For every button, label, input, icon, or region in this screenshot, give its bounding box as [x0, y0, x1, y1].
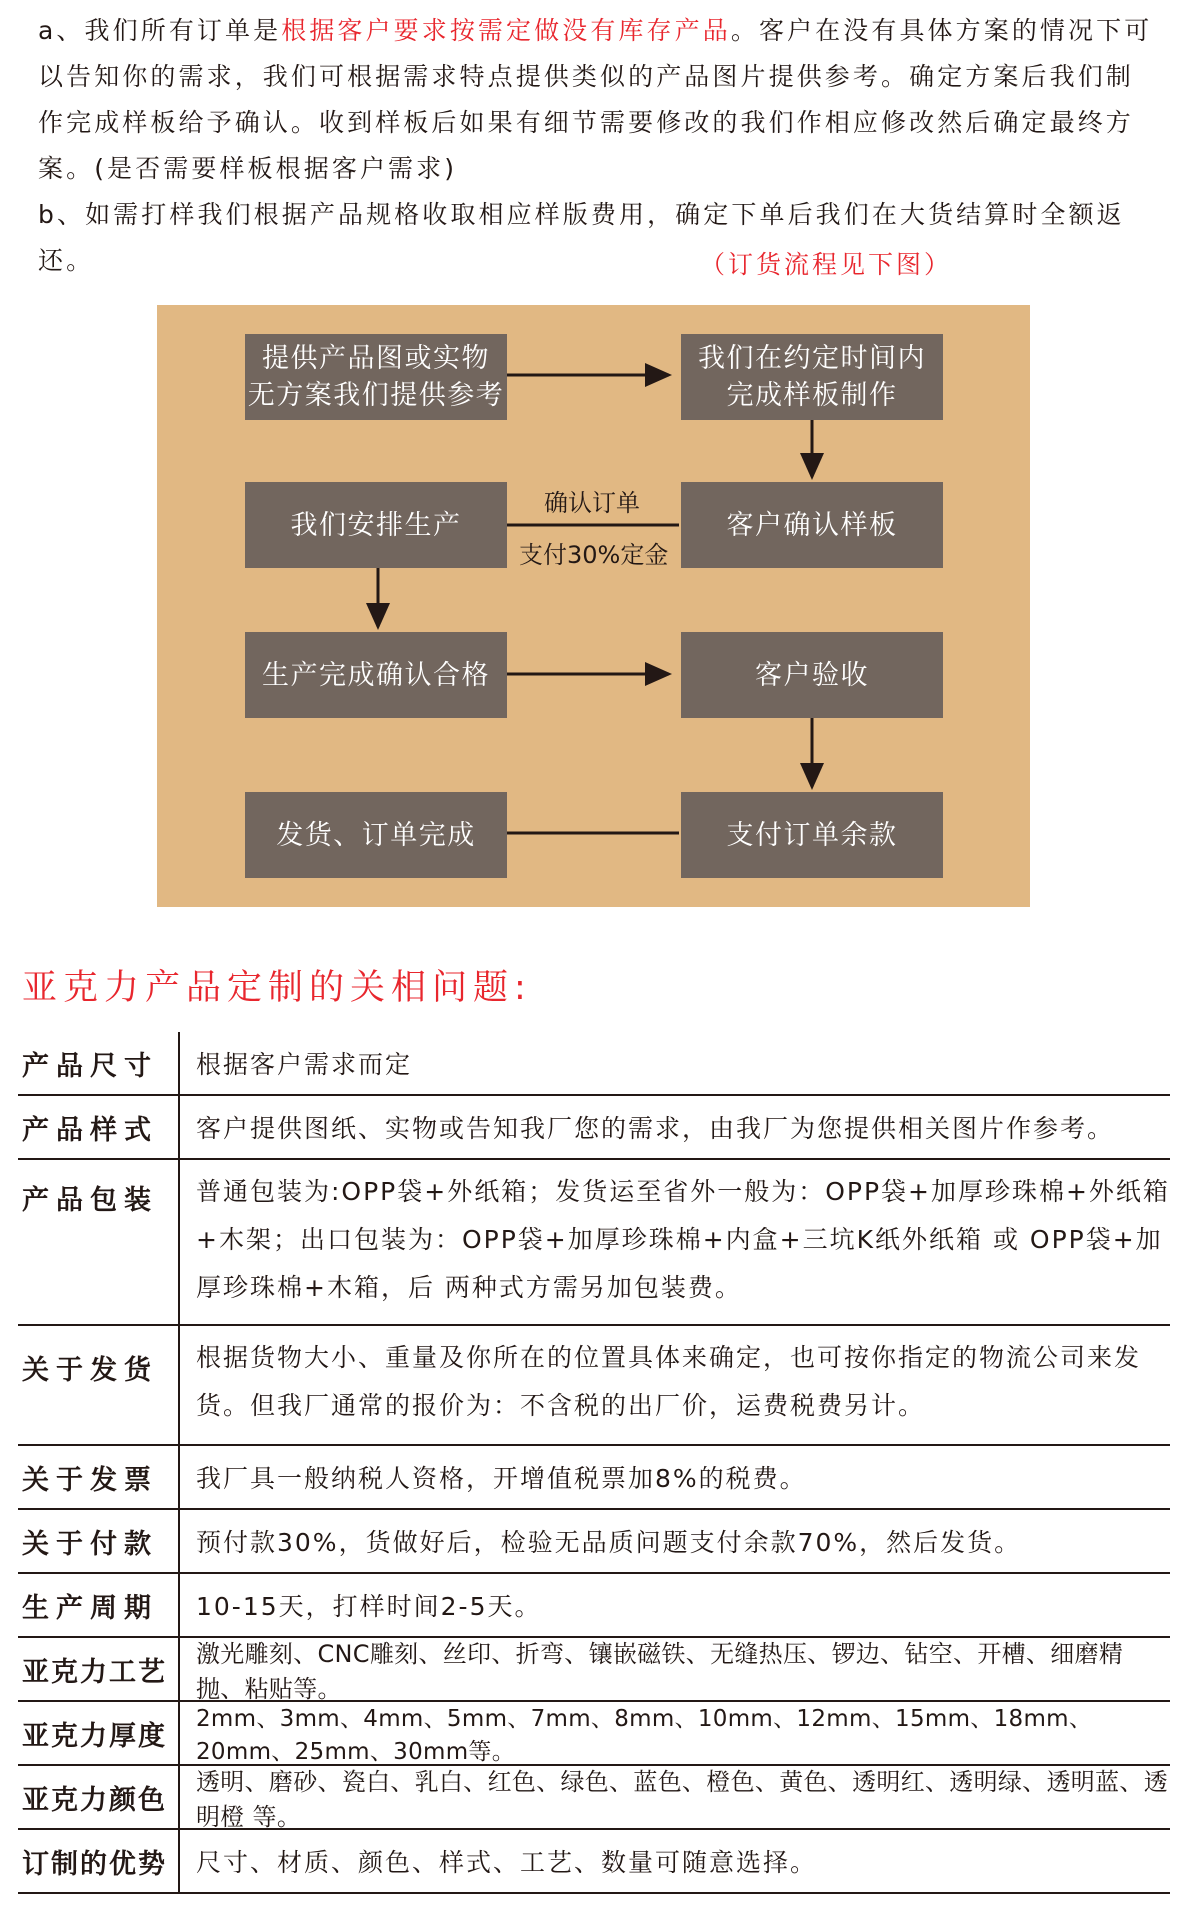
row-label: 产品尺寸: [18, 1032, 178, 1094]
intro-a-highlight: 根据客户要求按需定做没有库存产品: [281, 16, 731, 45]
table-row: [20, 1510, 1170, 1574]
row-value: 激光雕刻、CNC雕刻、丝印、折弯、镶嵌磁铁、无缝热压、锣边、钻空、开槽、细磨精抛、粘贴等。: [178, 1638, 1170, 1700]
row-value: 根据货物大小、重量及你所在的位置具体来确定，也可按你指定的物流公司来发货。但我厂通常的报价为：不含税的出厂价，运费税费另计。: [178, 1326, 1170, 1444]
flow-step-final-payment: 支付订单余款: [681, 792, 943, 878]
flow-step-2-line2: 完成样板制作: [726, 380, 898, 411]
row-value: 预付款30%，货做好后，检验无品质问题支付余款70%，然后发货。: [178, 1510, 1170, 1572]
row-label: 产品包装: [18, 1160, 178, 1324]
flow-step-2-line1: 我们在约定时间内: [698, 343, 926, 374]
row-label: 亚克力厚度: [18, 1702, 178, 1764]
intro-text: [38, 8, 1158, 284]
row-label: 亚克力颜色: [18, 1766, 178, 1828]
flow-label-confirm-order: 确认订单: [544, 489, 640, 517]
flow-note: （订货流程见下图）: [700, 250, 953, 279]
flow-step-acceptance: 客户验收: [681, 632, 943, 718]
flow-step-confirm-sample: 客户确认样板: [681, 482, 943, 568]
row-value: 我厂具一般纳税人资格，开增值税票加8%的税费。: [178, 1446, 1170, 1508]
intro-paragraph-a: [38, 8, 1158, 192]
table-row: [20, 1638, 1170, 1702]
flow-label-deposit: 支付30%定金: [519, 541, 669, 569]
row-label: 关于发票: [18, 1446, 178, 1508]
row-value: 透明、磨砂、瓷白、乳白、红色、绿色、蓝色、橙色、黄色、透明红、透明绿、透明蓝、透明橙 等。: [178, 1766, 1170, 1828]
row-value: 10-15天，打样时间2-5天。: [178, 1574, 1170, 1636]
intro-a-prefix: a、我们所有订单是: [38, 16, 282, 45]
row-label: 亚克力工艺: [18, 1638, 178, 1700]
flow-step-1-line1: 提供产品图或实物: [262, 343, 490, 374]
row-value: 2mm、3mm、4mm、5mm、7mm、8mm、10mm、12mm、15mm、18mm、20mm、25mm、30mm等。: [178, 1702, 1170, 1764]
intro-a-suffix: 。客户在没有具体方案的情况下可以告知你的需求，我们可根据需求特点提供类似的产品图片提供参考。确定方案后我们制作完成样板给予确认。收到样板后如果有细节需要修改的我们作相应修改然后确定最终方案。(是否需要样板根据客户需求): [38, 16, 1153, 183]
row-label: 关于付款: [18, 1510, 178, 1572]
flow-step-1-line2: 无方案我们提供参考: [247, 380, 505, 411]
row-label: 关于发货: [18, 1326, 178, 1444]
row-label: 产品样式: [18, 1096, 178, 1158]
flow-step-sample-making: [681, 334, 943, 420]
row-label: 订制的优势: [18, 1830, 178, 1892]
row-value: 根据客户需求而定: [178, 1032, 1170, 1094]
flow-step-shipping: 发货、订单完成: [245, 792, 507, 878]
order-flowchart: [157, 305, 1030, 907]
table-row: [20, 1830, 1170, 1894]
flow-step-provide-design: [245, 334, 507, 420]
row-label: 生产周期: [18, 1574, 178, 1636]
table-row: [20, 1326, 1170, 1446]
table-row: [20, 1032, 1170, 1096]
table-row: [20, 1702, 1170, 1766]
row-value: 普通包装为:OPP袋+外纸箱；发货运至省外一般为：OPP袋+加厚珍珠棉+外纸箱+木架；出口包装为：OPP袋+加厚珍珠棉+内盒+三坑K纸外纸箱 或 OPP袋+加厚珍珠棉+木箱，后 两种式方需另加包装费。: [178, 1160, 1170, 1324]
flow-step-production: 我们安排生产: [245, 482, 507, 568]
faq-table: [18, 1032, 1170, 1894]
intro-paragraph-b: b、如需打样我们根据产品规格收取相应样版费用，确定下单后我们在大货结算时全额返还。: [38, 200, 1125, 275]
row-value: 客户提供图纸、实物或告知我厂您的需求，由我厂为您提供相关图片作参考。: [178, 1096, 1170, 1158]
table-row: [20, 1446, 1170, 1510]
table-row: [20, 1574, 1170, 1638]
section-title: 亚克力产品定制的关相问题:: [22, 968, 532, 1008]
table-row: [20, 1766, 1170, 1830]
row-value: 尺寸、材质、颜色、样式、工艺、数量可随意选择。: [178, 1830, 1170, 1892]
table-row: [20, 1160, 1170, 1326]
flow-step-quality-check: 生产完成确认合格: [245, 632, 507, 718]
table-row: [20, 1096, 1170, 1160]
